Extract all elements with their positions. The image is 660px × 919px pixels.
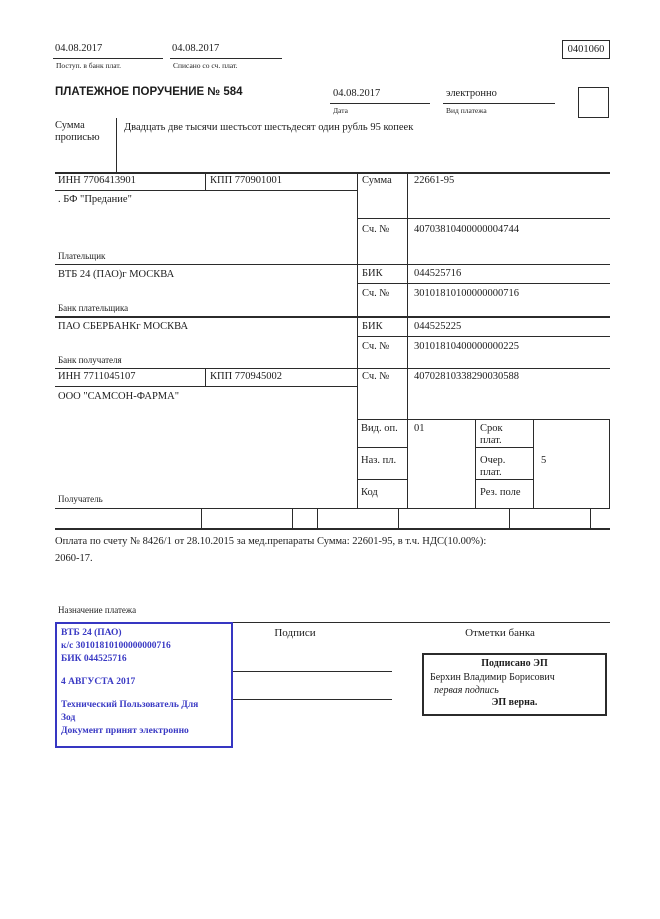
payer-kpp: КПП 770901001 — [210, 175, 283, 186]
payee-kpp: КПП 770945002 — [210, 371, 283, 382]
empty-row-divider — [201, 508, 202, 528]
amount-words-label: Сумма прописью — [55, 120, 100, 144]
bank-stamp — [55, 622, 233, 748]
pay-purpose-code-label: Наз. пл. — [361, 455, 397, 466]
received-date-label: Поступ. в банк плат. — [56, 61, 121, 70]
payer-bank-bik-border — [357, 283, 610, 284]
signatures-label: Подписи — [274, 627, 316, 639]
bank-stamp-line: Зод — [61, 713, 76, 723]
payee-bank-bik: 044525225 — [414, 321, 462, 332]
payee-bank-name: ПАО СБЕРБАНКг МОСКВА — [58, 321, 189, 332]
amount-cell-border — [357, 218, 610, 219]
table-bottom-border — [55, 528, 610, 530]
payee-name: ООО "САМСОН-ФАРМА" — [58, 391, 179, 402]
payee-account: 40702810338290030588 — [414, 371, 519, 382]
debited-date-underline — [170, 58, 282, 59]
doc-date-label: Дата — [333, 106, 348, 115]
empty-row-divider — [590, 508, 591, 528]
bank-stamp-line: ВТБ 24 (ПАО) — [61, 628, 122, 638]
amount-value: 22661-95 — [414, 175, 455, 186]
order-col-divider — [533, 419, 534, 508]
payee-account-label: Сч. № — [362, 371, 390, 382]
signature-line-1 — [233, 671, 392, 672]
op-row-border — [357, 447, 407, 448]
debited-date-label: Списано со сч. плат. — [173, 61, 238, 70]
op-block-right-border — [609, 419, 610, 508]
bank-stamp-line: 4 АВГУСТА 2017 — [61, 677, 136, 687]
payer-account-label: Сч. № — [362, 224, 390, 235]
right-panel-divider — [357, 172, 358, 508]
label-value-divider — [407, 172, 408, 508]
purpose-text-line1: Оплата по счету № 8426/1 от 28.10.2015 за мед.препараты Сумма: 22601-95, в т.ч. НДС(10.00%): — [55, 536, 487, 547]
form-code-box — [562, 40, 610, 59]
payer-bank-account: 30101810100000000716 — [414, 288, 519, 299]
esign-subtitle: первая подпись — [434, 685, 499, 696]
payee-bank-label: Банк получателя — [58, 355, 122, 365]
debited-date: 04.08.2017 — [172, 43, 220, 54]
payee-inn: ИНН 7711045107 — [58, 371, 136, 382]
payer-bank-row-border — [55, 316, 610, 318]
payer-bank-bik-label: БИК — [362, 268, 383, 279]
payment-kind-underline — [443, 103, 555, 104]
payee-label: Получатель — [58, 494, 103, 504]
doc-date: 04.08.2017 — [333, 88, 381, 99]
footer-top-border — [233, 622, 610, 623]
res-field-label: Рез. поле — [480, 487, 521, 498]
payment-kind: электронно — [446, 88, 497, 99]
payee-inn-row-border — [55, 386, 357, 387]
received-date-underline — [53, 58, 163, 59]
payee-bank-account: 30101810400000000225 — [414, 341, 519, 352]
signature-line-2 — [233, 699, 392, 700]
payer-label: Плательщик — [58, 251, 106, 261]
bank-marks-label: Отметки банка — [465, 627, 535, 639]
purpose-label: Назначение платежа — [58, 605, 137, 615]
payee-bottom-border — [55, 508, 610, 509]
amount-label: Сумма — [362, 175, 392, 186]
payer-name: . БФ "Предание" — [58, 194, 132, 205]
payee-kpp-divider — [205, 368, 206, 386]
bank-stamp-spacer — [61, 666, 227, 676]
received-date: 04.08.2017 — [55, 43, 103, 54]
purpose-code-row-border — [357, 479, 407, 480]
order-label: Очер. плат. — [480, 455, 506, 479]
op-block-top-border — [357, 419, 610, 420]
payment-kind-label: Вид платежа — [446, 106, 487, 115]
esign-title: Подписано ЭП — [481, 658, 548, 669]
empty-row-divider — [509, 508, 510, 528]
esign-stamp — [422, 653, 607, 716]
payee-bank-account-label: Сч. № — [362, 341, 390, 352]
esign-verified: ЭП верна. — [491, 696, 538, 708]
doc-title: ПЛАТЕЖНОЕ ПОРУЧЕНИЕ № 584 — [55, 86, 243, 98]
bank-stamp-line: БИК 044525716 — [61, 654, 127, 664]
payer-kpp-divider — [205, 172, 206, 190]
empty-row-divider — [317, 508, 318, 528]
table-top-border — [55, 172, 610, 174]
doc-date-underline — [330, 103, 430, 104]
term-label: Срок плат. — [480, 423, 503, 447]
term-col-divider — [475, 419, 476, 508]
payee-bank-bik-border — [357, 336, 610, 337]
op-type-label: Вид. оп. — [361, 423, 398, 434]
amount-words: Двадцать две тысячи шестьсот шестьдесят один рубль 95 копеек — [124, 122, 414, 133]
payment-kind-box — [578, 87, 609, 118]
order-value: 5 — [541, 455, 547, 466]
payer-account: 40703810400000004744 — [414, 224, 519, 235]
payer-bank-label: Банк плательщика — [58, 303, 129, 313]
bank-stamp-line: Документ принят электронно — [61, 726, 189, 736]
bank-stamp-spacer — [61, 689, 227, 699]
empty-row-divider — [292, 508, 293, 528]
purpose-text-line2: 2060-17. — [55, 553, 93, 564]
payer-row-border — [55, 264, 610, 265]
form-code: 0401060 — [567, 44, 605, 55]
payer-inn-row-border — [55, 190, 357, 191]
payer-inn: ИНН 7706413901 — [58, 175, 136, 186]
payee-bank-bik-label: БИК — [362, 321, 383, 332]
op-type-value: 01 — [414, 423, 425, 434]
empty-row-divider — [398, 508, 399, 528]
payer-bank-name: ВТБ 24 (ПАО)г МОСКВА — [58, 269, 175, 280]
amount-words-divider — [116, 118, 117, 172]
bank-stamp-line: Технический Пользователь Для — [61, 700, 199, 710]
bank-stamp-line: к/с 30101810100000000716 — [61, 641, 171, 651]
payee-bank-row-border — [55, 368, 610, 369]
esign-name: Берхин Владимир Борисович — [430, 671, 555, 683]
code-label: Код — [361, 487, 378, 498]
payer-bank-account-label: Сч. № — [362, 288, 390, 299]
payer-bank-bik: 044525716 — [414, 268, 462, 279]
